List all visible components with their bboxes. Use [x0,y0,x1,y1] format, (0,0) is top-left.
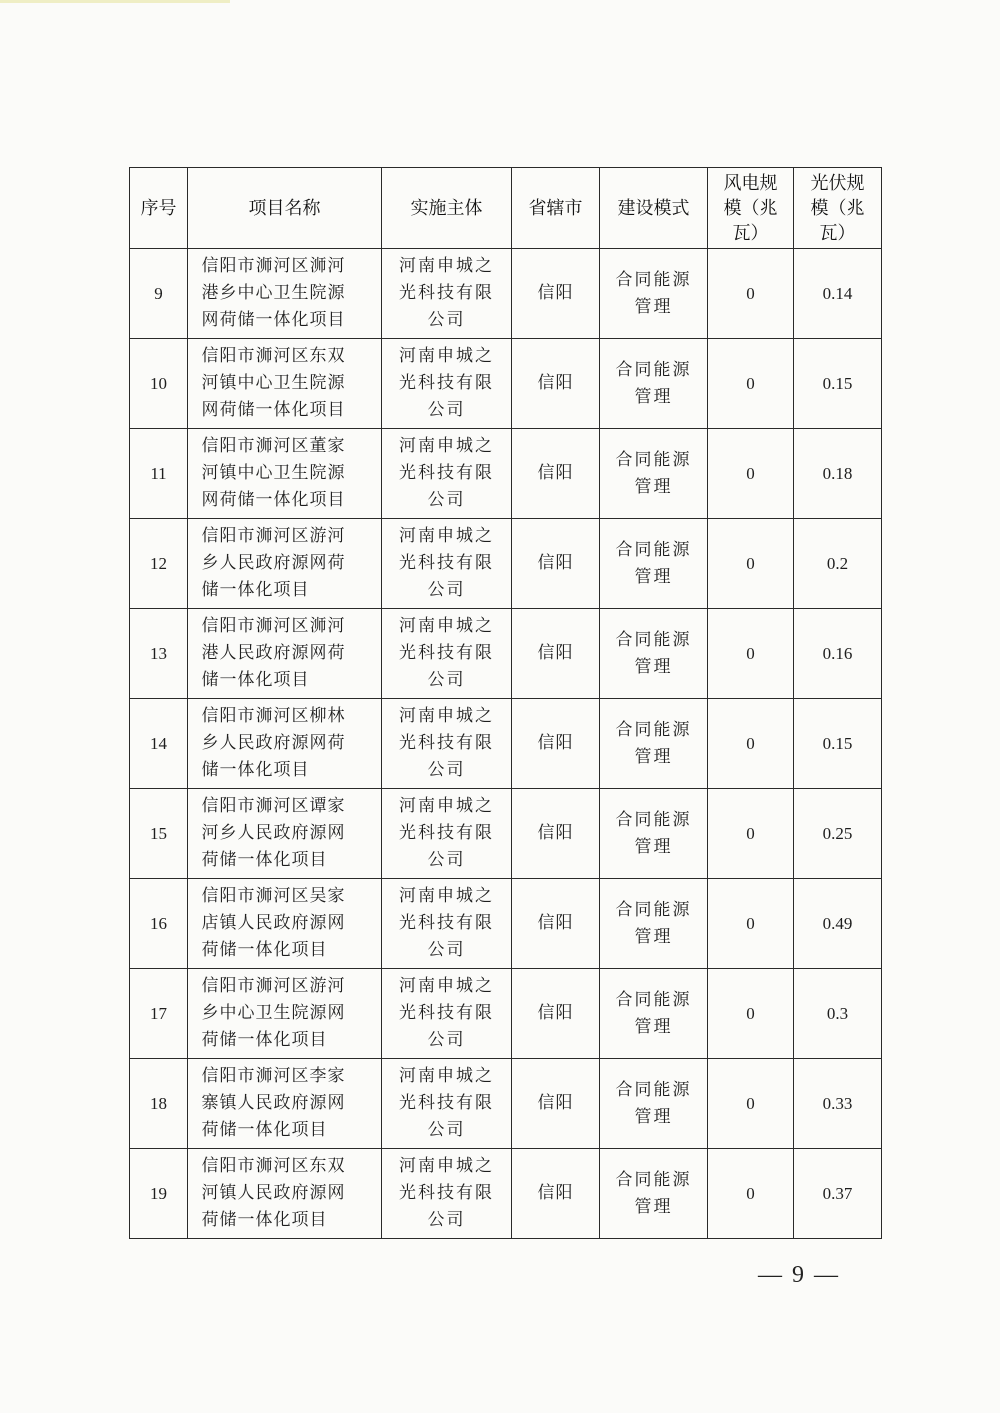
mode-cell [600,1149,708,1239]
project-name-cell [188,1059,382,1149]
project-name-line: 信阳市浉河区柳林 [201,706,346,726]
entity-cell [382,1149,512,1239]
header-solar-line: 光伏规 [810,172,865,194]
project-name-line: 河乡人民政府源网 [201,823,346,843]
solar-scale-cell: 0.2 [794,519,882,609]
project-name-line: 店镇人民政府源网 [201,913,346,933]
entity-line: 河南申城之 [399,1156,494,1176]
row-index: 18 [130,1059,188,1149]
mode-line: 管理 [634,656,673,677]
header-city: 省辖市 [512,168,600,249]
project-name-line: 信阳市浉河区李家 [201,1066,346,1086]
entity-cell [382,789,512,879]
wind-scale-cell: 0 [708,699,794,789]
project-name-line: 港人民政府源网荷 [201,643,346,663]
wind-scale-cell: 0 [708,429,794,519]
entity-line: 河南申城之 [399,526,494,546]
entity-line: 光科技有限 [399,553,494,573]
project-name-line: 河镇中心卫生院源 [201,463,346,483]
city-cell: 信阳 [512,429,600,519]
entity-line: 公司 [427,1030,466,1050]
project-name-cell [188,249,382,339]
entity-cell [382,609,512,699]
entity-line: 公司 [427,850,466,870]
mode-line: 合同能源 [615,1169,692,1190]
wind-scale-cell: 0 [708,339,794,429]
project-name-line: 寨镇人民政府源网 [201,1093,346,1113]
entity-line: 光科技有限 [399,823,494,843]
entity-line: 光科技有限 [399,913,494,933]
project-name-line: 网荷储一体化项目 [201,400,346,420]
table-row [130,879,882,969]
entity-line: 公司 [427,490,466,510]
entity-line: 公司 [427,400,466,420]
project-name-line: 乡人民政府源网荷 [201,553,346,573]
city-cell: 信阳 [512,249,600,339]
row-index: 17 [130,969,188,1059]
solar-scale-cell: 0.25 [794,789,882,879]
wind-scale-cell: 0 [708,1059,794,1149]
mode-line: 合同能源 [615,269,692,290]
project-name-line: 网荷储一体化项目 [201,490,346,510]
table-row [130,969,882,1059]
row-index: 9 [130,249,188,339]
mode-cell [600,249,708,339]
entity-line: 公司 [427,580,466,600]
project-name-line: 信阳市浉河区吴家 [201,886,346,906]
entity-line: 河南申城之 [399,706,494,726]
entity-cell [382,429,512,519]
header-wind-line: 风电规 [723,172,778,194]
table-row [130,1149,882,1239]
city-cell: 信阳 [512,1059,600,1149]
project-name-cell [188,519,382,609]
mode-line: 合同能源 [615,1079,692,1100]
project-name-line: 信阳市浉河区东双 [201,346,346,366]
mode-cell [600,519,708,609]
header-solar-scale [794,168,882,249]
entity-line: 公司 [427,670,466,690]
entity-cell [382,969,512,1059]
city-cell: 信阳 [512,519,600,609]
solar-scale-cell: 0.14 [794,249,882,339]
mode-cell [600,879,708,969]
entity-line: 光科技有限 [399,373,494,393]
wind-scale-cell: 0 [708,879,794,969]
project-name-line: 信阳市浉河区谭家 [201,796,346,816]
header-mode: 建设模式 [600,168,708,249]
table-row [130,699,882,789]
row-index: 14 [130,699,188,789]
project-name-line: 荷储一体化项目 [201,1210,328,1230]
entity-cell [382,519,512,609]
wind-scale-cell: 0 [708,249,794,339]
mode-cell [600,789,708,879]
project-name-line: 乡中心卫生院源网 [201,1003,346,1023]
entity-line: 公司 [427,940,466,960]
project-name-cell [188,609,382,699]
solar-scale-cell: 0.37 [794,1149,882,1239]
project-name-line: 荷储一体化项目 [201,1120,328,1140]
header-project-name: 项目名称 [188,168,382,249]
solar-scale-cell: 0.49 [794,879,882,969]
project-name-line: 储一体化项目 [201,670,310,690]
row-index: 10 [130,339,188,429]
page-number: — 9 — [758,1262,840,1288]
header-wind-line: 模（兆 [723,197,778,219]
solar-scale-cell: 0.3 [794,969,882,1059]
header-solar-line: 瓦） [819,222,856,244]
project-name-line: 网荷储一体化项目 [201,310,346,330]
project-name-line: 信阳市浉河区东双 [201,1156,346,1176]
entity-cell [382,699,512,789]
entity-line: 河南申城之 [399,976,494,996]
wind-scale-cell: 0 [708,519,794,609]
project-table [129,167,882,1239]
entity-line: 公司 [427,760,466,780]
table-row [130,609,882,699]
city-cell: 信阳 [512,699,600,789]
header-wind-line: 瓦） [732,222,769,244]
entity-line: 光科技有限 [399,643,494,663]
mode-line: 合同能源 [615,809,692,830]
table-row [130,789,882,879]
entity-line: 公司 [427,1120,466,1140]
table-body [130,249,882,1239]
entity-line: 河南申城之 [399,1066,494,1086]
mode-line: 管理 [634,1016,673,1037]
project-name-line: 信阳市浉河区游河 [201,976,346,996]
project-name-cell [188,879,382,969]
header-index: 序号 [130,168,188,249]
mode-line: 管理 [634,836,673,857]
project-name-cell [188,789,382,879]
mode-line: 合同能源 [615,359,692,380]
wind-scale-cell: 0 [708,1149,794,1239]
project-name-line: 储一体化项目 [201,580,310,600]
mode-line: 管理 [634,746,673,767]
mode-line: 管理 [634,386,673,407]
entity-line: 河南申城之 [399,256,494,276]
table-row [130,339,882,429]
entity-line: 公司 [427,1210,466,1230]
mode-line: 管理 [634,926,673,947]
mode-cell [600,429,708,519]
solar-scale-cell: 0.15 [794,699,882,789]
entity-cell [382,339,512,429]
city-cell: 信阳 [512,879,600,969]
entity-cell [382,249,512,339]
project-name-line: 乡人民政府源网荷 [201,733,346,753]
mode-cell [600,1059,708,1149]
row-index: 16 [130,879,188,969]
entity-cell [382,879,512,969]
project-name-line: 储一体化项目 [201,760,310,780]
project-name-line: 河镇中心卫生院源 [201,373,346,393]
mode-line: 合同能源 [615,539,692,560]
city-cell: 信阳 [512,339,600,429]
mode-line: 管理 [634,1196,673,1217]
solar-scale-cell: 0.16 [794,609,882,699]
mode-line: 合同能源 [615,989,692,1010]
entity-cell [382,1059,512,1149]
mode-line: 合同能源 [615,629,692,650]
mode-line: 管理 [634,476,673,497]
mode-line: 合同能源 [615,719,692,740]
entity-line: 光科技有限 [399,283,494,303]
row-index: 19 [130,1149,188,1239]
entity-line: 河南申城之 [399,886,494,906]
row-index: 13 [130,609,188,699]
project-name-cell [188,1149,382,1239]
project-name-cell [188,339,382,429]
mode-line: 合同能源 [615,899,692,920]
mode-line: 合同能源 [615,449,692,470]
entity-line: 光科技有限 [399,1003,494,1023]
project-name-cell [188,969,382,1059]
project-name-line: 信阳市浉河区浉河 [201,616,346,636]
table-row [130,519,882,609]
mode-cell [600,699,708,789]
project-name-line: 荷储一体化项目 [201,850,328,870]
entity-line: 河南申城之 [399,796,494,816]
row-index: 15 [130,789,188,879]
mode-cell [600,609,708,699]
entity-line: 光科技有限 [399,463,494,483]
entity-line: 河南申城之 [399,616,494,636]
project-name-line: 信阳市浉河区游河 [201,526,346,546]
header-solar-line: 模（兆 [810,197,865,219]
header-entity: 实施主体 [382,168,512,249]
mode-line: 管理 [634,566,673,587]
mode-line: 管理 [634,296,673,317]
scan-artifact [0,0,230,3]
project-name-line: 荷储一体化项目 [201,940,328,960]
wind-scale-cell: 0 [708,609,794,699]
row-index: 11 [130,429,188,519]
project-name-line: 荷储一体化项目 [201,1030,328,1050]
entity-line: 河南申城之 [399,346,494,366]
project-name-cell [188,429,382,519]
wind-scale-cell: 0 [708,789,794,879]
table-header-row [130,168,882,249]
mode-cell [600,339,708,429]
entity-line: 河南申城之 [399,436,494,456]
table-row [130,429,882,519]
solar-scale-cell: 0.15 [794,339,882,429]
city-cell: 信阳 [512,609,600,699]
city-cell: 信阳 [512,789,600,879]
mode-line: 管理 [634,1106,673,1127]
wind-scale-cell: 0 [708,969,794,1059]
project-name-line: 信阳市浉河区浉河 [201,256,346,276]
solar-scale-cell: 0.33 [794,1059,882,1149]
table-row [130,1059,882,1149]
row-index: 12 [130,519,188,609]
project-name-cell [188,699,382,789]
city-cell: 信阳 [512,969,600,1059]
entity-line: 光科技有限 [399,1183,494,1203]
entity-line: 光科技有限 [399,733,494,753]
project-name-line: 港乡中心卫生院源 [201,283,346,303]
solar-scale-cell: 0.18 [794,429,882,519]
entity-line: 光科技有限 [399,1093,494,1113]
project-name-line: 河镇人民政府源网 [201,1183,346,1203]
table-row [130,249,882,339]
header-wind-scale [708,168,794,249]
entity-line: 公司 [427,310,466,330]
project-name-line: 信阳市浉河区董家 [201,436,346,456]
city-cell: 信阳 [512,1149,600,1239]
mode-cell [600,969,708,1059]
